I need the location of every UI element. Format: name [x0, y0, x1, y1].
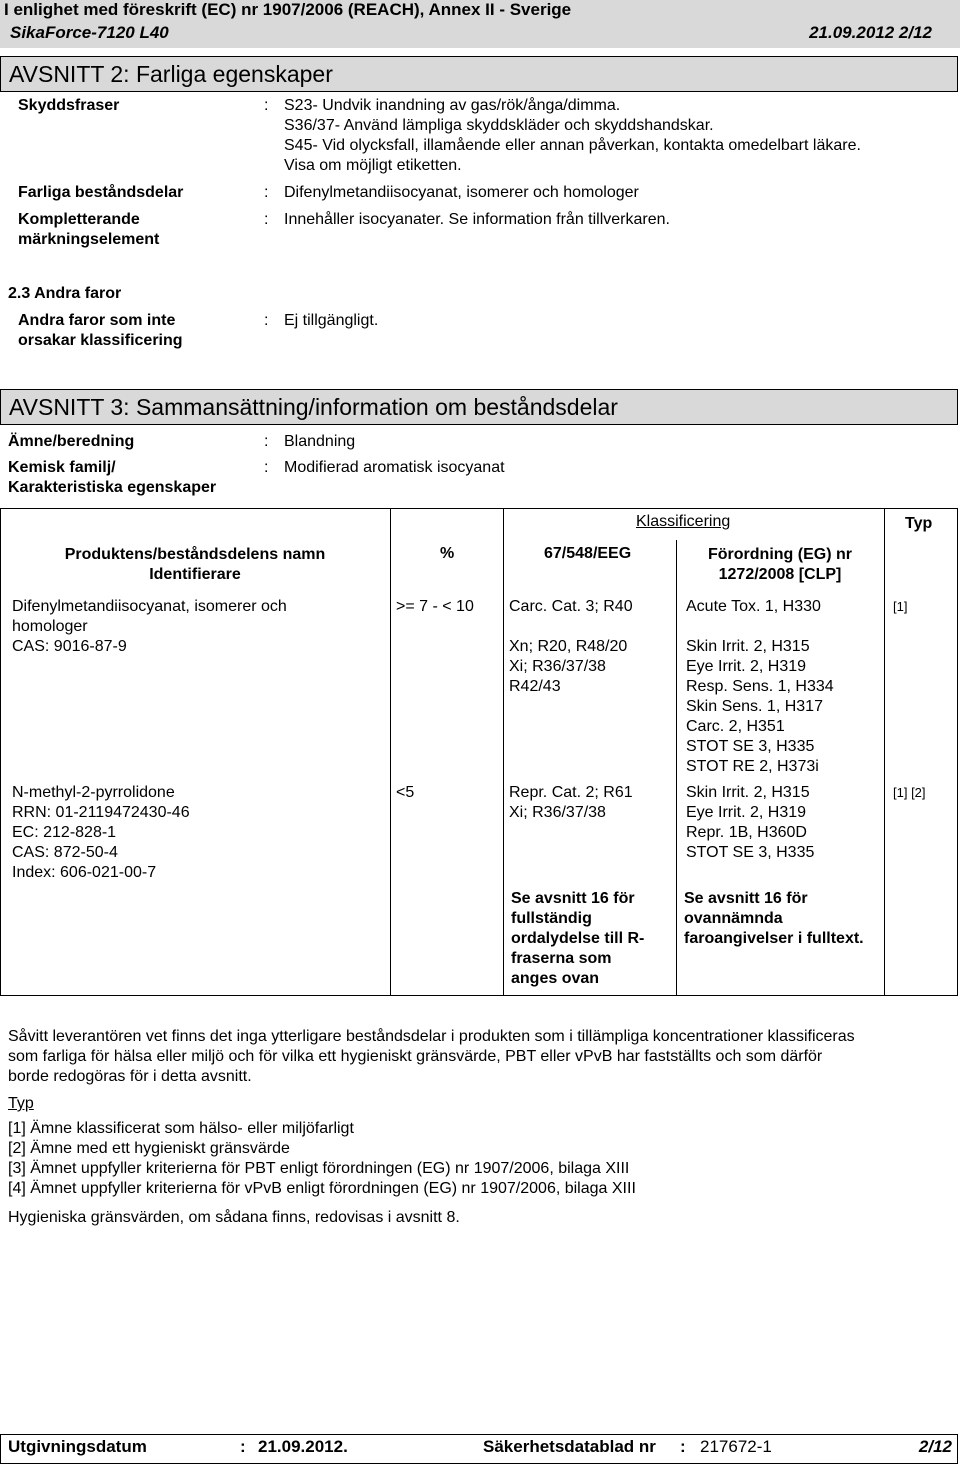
header-klassificering: Klassificering	[636, 513, 731, 530]
header-name: Produktens/beståndsdelens namn Identifierare	[64, 546, 326, 583]
typ-cell: [1]	[893, 599, 908, 614]
label-kompletterande: Kompletterande märkningselement	[18, 211, 160, 248]
list-item: [4] Ämnet uppfyller kriterierna för vPvB enligt förordningen (EG) nr 1907/2006, bilaga XIII	[8, 1180, 636, 1197]
subsection-2-3-title: 2.3 Andra faror	[8, 285, 122, 302]
table-divider	[676, 540, 677, 996]
colon: :	[264, 459, 269, 476]
clp-footnote: Se avsnitt 16 för ovannämnda faroangivelser i fulltext.	[684, 890, 864, 947]
colon: :	[680, 1437, 686, 1456]
label-farliga-bestandsdelar: Farliga beståndsdelar	[18, 184, 184, 201]
s-phrase: S23- Undvik inandning av gas/rök/ånga/dimma.	[284, 97, 621, 114]
table-row: Difenylmetandiisocyanat, isomerer och homologer CAS: 9016-87-9	[12, 598, 287, 655]
label-amne-beredning: Ämne/beredning	[8, 433, 135, 450]
table-divider	[884, 508, 885, 996]
label-skyddsfraser: Skyddsfraser	[18, 97, 120, 114]
regulation-header: I enlighet med föreskrift (EC) nr 1907/2006 (REACH), Annex II - Sverige	[4, 0, 572, 19]
colon: :	[264, 312, 269, 329]
percent-cell: >= 7 - < 10	[396, 598, 474, 615]
other-hazards-value: Ej tillgängligt.	[284, 312, 379, 329]
colon: :	[264, 433, 269, 450]
colon: :	[264, 211, 269, 228]
colon: :	[264, 97, 269, 114]
section-2-title: AVSNITT 2: Farliga egenskaper	[0, 56, 958, 92]
typ-cell: [1] [2]	[893, 785, 926, 800]
issue-date-value: 21.09.2012.	[258, 1437, 348, 1456]
list-item: [2] Ämne med ett hygieniskt gränsvärde	[8, 1140, 290, 1157]
product-name: SikaForce-7120 L40	[10, 23, 169, 42]
section-3-title: AVSNITT 3: Sammansättning/information om beståndsdelar	[0, 389, 958, 425]
label-kemisk-familj: Kemisk familj/ Karakteristiska egenskaper	[8, 459, 217, 496]
list-item: [3] Ämnet uppfyller kriterierna för PBT enligt förordningen (EG) nr 1907/2006, bilaga XIII	[8, 1160, 630, 1177]
s-phrase: S36/37- Använd lämpliga skyddskläder och skyddshandskar.	[284, 117, 714, 134]
colon: :	[264, 184, 269, 201]
percent-cell: <5	[396, 784, 415, 801]
s-phrase: S45- Vid olycksfall, illamående eller annan påverkan, kontakta omedelbart läkare.	[284, 137, 861, 154]
eec-footnote: Se avsnitt 16 för fullständig ordalydelse till R- fraserna som anges ovan	[511, 890, 645, 987]
header-percent: %	[440, 545, 455, 562]
list-item: [1] Ämne klassificerat som hälso- eller miljöfarligt	[8, 1120, 354, 1137]
table-row: N-methyl-2-pyrrolidone RRN: 01-2119472430-46 EC: 212-828-1 CAS: 872-50-4 Index: 606-021-00-7	[12, 784, 190, 881]
s-phrase: Visa om möjligt etiketten.	[284, 157, 462, 174]
hazardous-components-value: Difenylmetandiisocyanat, isomerer och homologer	[284, 184, 639, 201]
sds-number-value: 217672-1	[700, 1437, 772, 1456]
supplementary-label-value: Innehåller isocyanater. Se information från tillverkaren.	[284, 211, 670, 228]
hygiene-note: Hygieniska gränsvärden, om sådana finns, redovisas i avsnitt 8.	[8, 1209, 460, 1226]
sds-number-label: Säkerhetsdatablad nr	[483, 1437, 656, 1456]
clp-cell: Skin Irrit. 2, H315 Eye Irrit. 2, H319 Repr. 1B, H360D STOT SE 3, H335	[686, 784, 815, 861]
supplier-statement: Såvitt leverantören vet finns det inga ytterligare beståndsdelar i produkten som i tillämpliga koncentrationer klassificeras som farliga för hälsa eller miljö och för vilka ett hygieniskt gränsvärde, PBT eller vPvB har fastställts och som därför borde redogöras för i detta avsnitt.	[8, 1028, 855, 1085]
typ-legend	[8, 1119, 636, 1199]
header-eec: 67/548/EEG	[544, 545, 632, 562]
page-number: 2/12	[918, 1437, 952, 1456]
substance-mixture-value: Blandning	[284, 433, 356, 450]
label-andra-faror: Andra faror som inte orsakar klassificering	[18, 312, 183, 349]
clp-cell: Acute Tox. 1, H330 Skin Irrit. 2, H315 Eye Irrit. 2, H319 Resp. Sens. 1, H334 Skin Sens. 1, H317 Carc. 2, H351 STOT SE 3, H335 STOT RE 2, H373i	[686, 598, 834, 775]
table-divider	[503, 508, 504, 996]
typ-legend-title: Typ	[8, 1095, 34, 1112]
header-typ: Typ	[905, 515, 933, 532]
issue-date-label: Utgivningsdatum	[8, 1437, 147, 1456]
table-divider	[390, 508, 391, 996]
eec-cell: Repr. Cat. 2; R61 Xi; R36/37/38	[509, 784, 633, 821]
colon: :	[240, 1437, 246, 1456]
header-clp: Förordning (EG) nr 1272/2008 [CLP]	[708, 546, 852, 583]
chemical-family-value: Modifierad aromatisk isocyanat	[284, 459, 505, 476]
eec-cell: Carc. Cat. 3; R40 Xn; R20, R48/20 Xi; R36/37/38 R42/43	[509, 598, 633, 695]
header-date-page: 21.09.2012 2/12	[809, 23, 932, 42]
